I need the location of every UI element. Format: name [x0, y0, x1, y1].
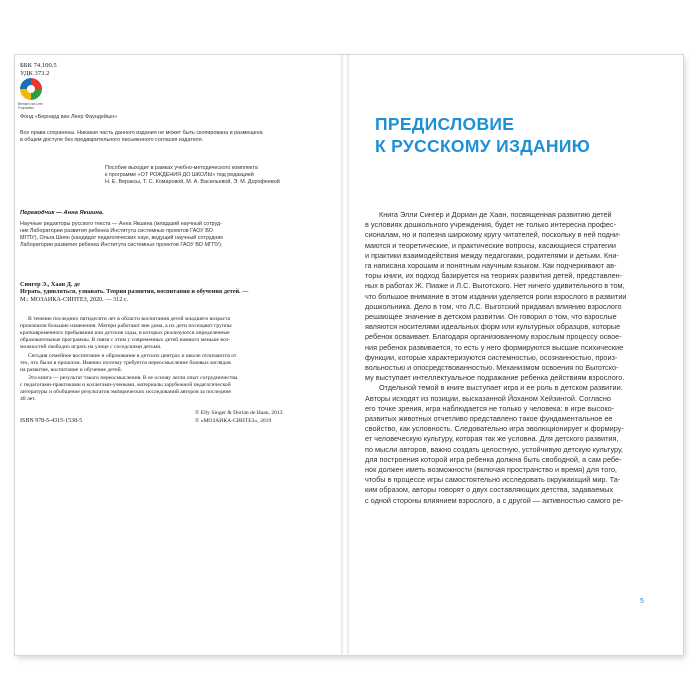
- rights-line-1: Все права сохранены. Никакая часть данного издания не может быть скопирована и размещена: [20, 130, 263, 136]
- text-line: нок должен иметь возможности (включая пространство и время) для того,: [365, 465, 617, 475]
- text-line: торы книги, их подход базируется на теориях развития детей, представлен-: [365, 271, 623, 281]
- text-line: ных в работах Ж. Пиаже и Л.С. Выготского. Нет ничего удивительного в том,: [365, 281, 625, 291]
- text-line: функции, которые характеризуются системностью, осознанностью, произ-: [365, 352, 618, 362]
- text-line: му выступает интеллектуальное подражание ребенка действиям взрослого.: [365, 373, 625, 383]
- text-line: Авторы исходят из позиции, высказанной Йоханом Хейзингой. Согласно: [365, 393, 611, 403]
- text-line: по мысли авторов, важно создать целостную, устойчивую детскую культуру,: [365, 444, 623, 454]
- page-title-line-2: К РУССКОМУ ИЗДАНИЮ: [375, 136, 591, 156]
- editors-line-2: ник Лаборатории развития ребенка Института системных проектов ГАОУ ВО: [20, 228, 213, 234]
- text-line: и практики взаимодействия между педагогами, родителями и детьми. Кни-: [365, 250, 619, 260]
- copyright-line-2: © «МОЗАИКА-СИНТЕЗ», 2019: [195, 418, 272, 424]
- text-line: ет человеческую культуру, которая так же условна. Для детского развития,: [365, 434, 619, 444]
- text-line: развитых животных отчетливо представлено такое фундаментальное ее: [365, 414, 613, 424]
- text-line: дошкольника. Дело в том, что Л.С. Выготский придавал влиянию взрослого: [365, 301, 622, 311]
- preface-body: [365, 210, 672, 506]
- logo-caption: Bernard van Leer Foundation: [18, 102, 43, 110]
- text-line: являются носителями идеальных форм или культурных образцов, которые: [365, 322, 621, 332]
- text-line: с одной стороны влиянием взрослого, а с другой — активностью самого ре-: [365, 495, 624, 505]
- annotation-line-9: Эта книга — результат такого переосмысления. В ее основу легли опыт сотрудничества: [28, 375, 238, 381]
- editors-line-4: Лаборатории развития ребенка Института системных проектов ГАОУ ВО МГПУ).: [20, 242, 223, 248]
- text-line: в условиях дошкольного учреждения, будет не только интересна профес-: [365, 220, 617, 230]
- text-line: свойство, как условность. Следовательно игра эволюционирует и формиру-: [365, 424, 624, 434]
- foundation-logo-icon: [20, 78, 42, 100]
- text-line: Отдельной темой в книге выступает игра и ее роль в детском развитии.: [379, 383, 623, 393]
- text-line: его точке зрения, игра наблюдается не только у человека: в игре высоко-: [365, 403, 615, 413]
- annotation-line-12: 40 лет.: [20, 396, 36, 402]
- annotation-line-2: произошли большие изменения. Матери работают вне дома, а их дети посещают группы: [20, 323, 232, 329]
- manual-line-1: Пособие выходит в рамках учебно-методического комплекта: [105, 165, 258, 171]
- text-line: маются и теоретические, и практические вопросы, касающиеся стратегии: [365, 240, 616, 250]
- text-line: решающее значение в детском развитии. Он говорил о том, что взрослые: [365, 312, 617, 322]
- annotation-line-7: тех, что были в прошлом. Именно поэтому требуется переосмысление базовых взглядов: [20, 360, 231, 366]
- page-title: [375, 113, 590, 157]
- translator: Переводчик — Анна Якшина.: [20, 210, 104, 216]
- citation-title: Играть, удивляться, узнавать. Теория развития, воспитания и обучения детей. —: [20, 288, 249, 295]
- manual-line-3: Н. Е. Вераксы, Т. С. Комаровой, М. А. Васильевой, Э. М. Дорофеевой: [105, 179, 280, 185]
- annotation-line-1: В течение последних пятидесяти лет в области воспитания детей младшего возраста: [28, 316, 231, 322]
- citation-authors: Сингер Э., Хаан Д. де: [20, 281, 80, 288]
- text-line: Книга Элли Сингер и Дориан де Хаан, посвященная развитию детей: [379, 210, 612, 219]
- annotation-line-5: можностей свободно играть на улице с соседскими детьми.: [20, 344, 162, 350]
- text-line: га написана хорошим и понятным научным языком. Как подчеркивают ав-: [365, 261, 617, 271]
- page-number: 5: [640, 598, 644, 605]
- annotation-line-10: с педагогами-практиками и коллегами-учеными, материалы зарубежной педагогической: [20, 382, 231, 388]
- annotation-line-8: на развитие, воспитание и обучение детей.: [20, 367, 123, 373]
- text-line: сионалам, но и полезна широкому кругу читателей, поскольку в ней подни-: [365, 230, 621, 240]
- text-line: вольностью и опосредствованностью. Механизмом освоения по Выготско-: [365, 363, 619, 373]
- annotation-line-4: образовательные программы. В связи с этим у современных детей намного меньше воз-: [20, 337, 230, 343]
- annotation-line-3: кратковременного пребывания или детские сады, в которых реализуются определенные: [20, 330, 230, 336]
- text-line: ребенок осваивает. Благодаря организованному взрослым процессу освое-: [365, 332, 622, 342]
- editors-line-1: Научные редакторы русского текста — Анна Якшина (младший научный сотруд-: [20, 221, 222, 227]
- text-line: что большое внимание в этом издании уделяется роли взрослого в развитии: [365, 291, 627, 301]
- text-line: чтобы в процессе игры самостоятельно исследовать окружающий мир. Та-: [365, 475, 621, 485]
- fund-name: Фонд «Бернард ван Леер Фаундейшн»: [20, 114, 118, 120]
- rights-line-2: в общем доступе без предварительного письменного согласия издателя.: [20, 137, 204, 143]
- page-title-line-1: ПРЕДИСЛОВИЕ: [375, 114, 515, 134]
- annotation-line-11: литературы и обобщение результатов эмпирических исследований авторов за последние: [20, 389, 232, 395]
- editors-line-3: МГПУ), Ольга Шиян (кандидат педагогических наук, ведущий научный сотрудник: [20, 235, 223, 241]
- text-line: для построения которой игра ребенка должна быть свободной, а сам ребе-: [365, 454, 622, 464]
- book-gutter: [341, 55, 349, 655]
- isbn: ISBN 978-5-4315-1538-5: [20, 418, 83, 424]
- bbk-code: ББК 74.100.5: [20, 62, 57, 69]
- annotation-line-6: Сегодня семейное воспитание и образование в детских центрах и школе отличаются от: [28, 353, 237, 359]
- text-line: ния ребенок развивается, то есть у него формируются высшие психические: [365, 342, 624, 352]
- text-line: ким образом, авторы говорят о двух составляющих детства, задаваемых: [365, 485, 614, 495]
- manual-line-2: к программе «ОТ РОЖДЕНИЯ ДО ШКОЛЫ» под редакцией: [105, 172, 254, 178]
- udk-code: УДК 373.2: [20, 70, 50, 77]
- copyright-line-1: © Elly Singer & Dorian de Haan, 2013: [195, 410, 283, 416]
- citation-publisher: М.: МОЗАИКА-СИНТЕЗ, 2020. — 312 с.: [20, 296, 129, 303]
